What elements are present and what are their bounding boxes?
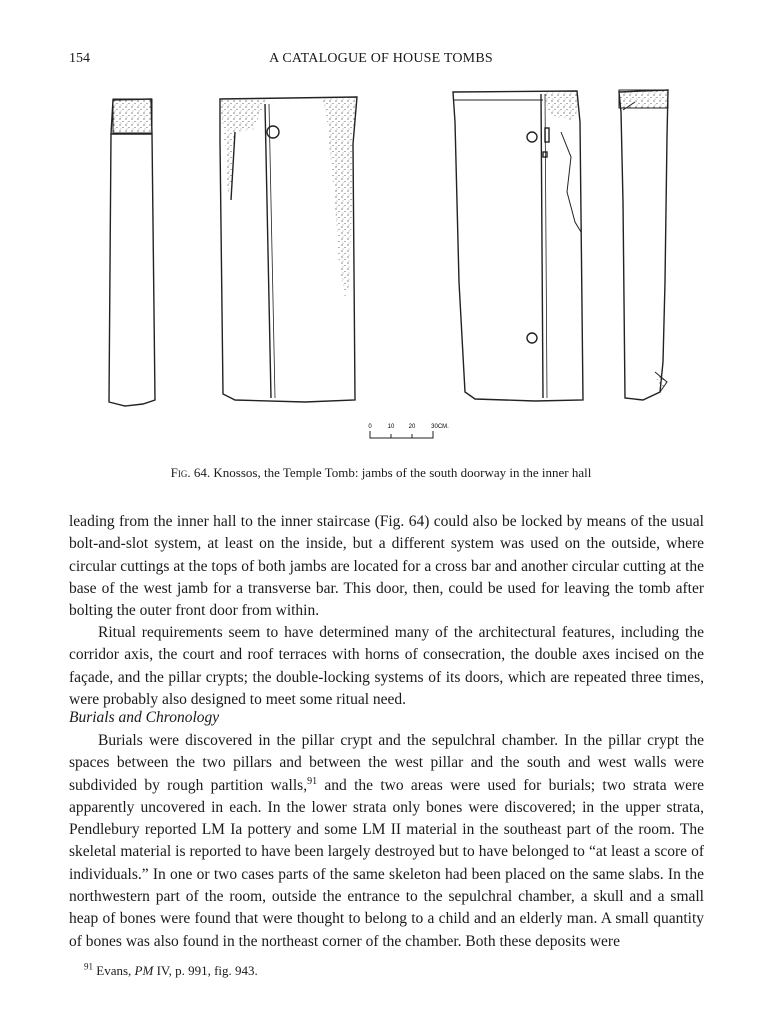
paragraph-2-text: Ritual requirements seem to have determined many of the architectural features, including the corridor axis, the court and roof terraces with horns of consecration, the double axes incised on the façade, and the pillar crypts; the double-locking systems of its doors, which are repeated three times, were probably also designed to meet some ritual need. <box>69 624 704 708</box>
scale-bar <box>368 424 449 438</box>
scale-label-0: 0 <box>368 424 372 430</box>
jamb-2-drawing <box>220 97 357 402</box>
paragraph-1 <box>69 511 704 622</box>
paragraph-3 <box>69 730 704 953</box>
paragraph-3-part-a: Burials were discovered in the pillar crypt and the sepulchral chamber. In the pillar crypt the spaces between the two pillars and between the west pillar and the south and west walls were subdivided by rough partition walls, <box>69 732 704 794</box>
footnote-prefix: Evans, <box>96 963 135 978</box>
paragraph-3-text <box>69 730 704 953</box>
section-heading: Burials and Chronology <box>69 709 220 726</box>
figure-caption-label: Fig. 64. <box>170 465 211 480</box>
jamb-4-drawing <box>619 90 668 400</box>
scale-label-30cm: 30CM. <box>431 424 449 430</box>
figure-caption-text: Knossos, the Temple Tomb: jambs of the south doorway in the inner hall <box>213 465 592 480</box>
jamb-3-drawing <box>453 91 583 401</box>
figure-caption <box>0 465 762 481</box>
paragraph-2 <box>69 622 704 711</box>
scale-label-10: 10 <box>387 424 395 430</box>
scale-label-20: 20 <box>408 424 416 430</box>
footnote-number: 91 <box>84 961 93 972</box>
footnote-italic: PM <box>134 963 154 978</box>
footnote <box>84 963 258 979</box>
page-number: 154 <box>69 51 90 66</box>
running-title: A CATALOGUE OF HOUSE TOMBS <box>269 51 493 66</box>
jamb-1-drawing <box>109 99 155 406</box>
footnote-suffix: IV, p. 991, fig. 943. <box>153 963 258 978</box>
jamb-drawings-svg <box>95 82 695 452</box>
figure-jamb-drawings <box>95 82 695 452</box>
paragraph-3-part-b: and the two areas were used for burials; two strata were apparently uncovered in each. In the lower strata only bones were discovered; in the upper strata, Pendlebury reported LM Ia pottery and some LM II material in the southeast part of the room. The skeletal material is reported to have been largely destroyed but to have belonged to “at least a score of individuals.” In one or two cases parts of the same skeleton had been placed on the same slabs. In the northwestern part of the room, outside the entrance to the sepulchral chamber, a skull and a small heap of bones were found that were thought to belong to a child and an elderly man. A small quantity of bones was also found in the northeast corner of the chamber. Both these deposits were <box>69 776 705 950</box>
paragraph-1-text: leading from the inner hall to the inner staircase (Fig. 64) could also be locked by means of the usual bolt-and-slot system, at least on the inside, but a different system was used on the outside, where circular cuttings at the tops of both jambs are located for a cross bar and another circular cutting at the base of the west jamb for a transverse bar. This door, then, could be used for leaving the tomb after bolting the outer front door from within. <box>69 513 704 620</box>
footnote-reference: 91 <box>307 775 318 787</box>
